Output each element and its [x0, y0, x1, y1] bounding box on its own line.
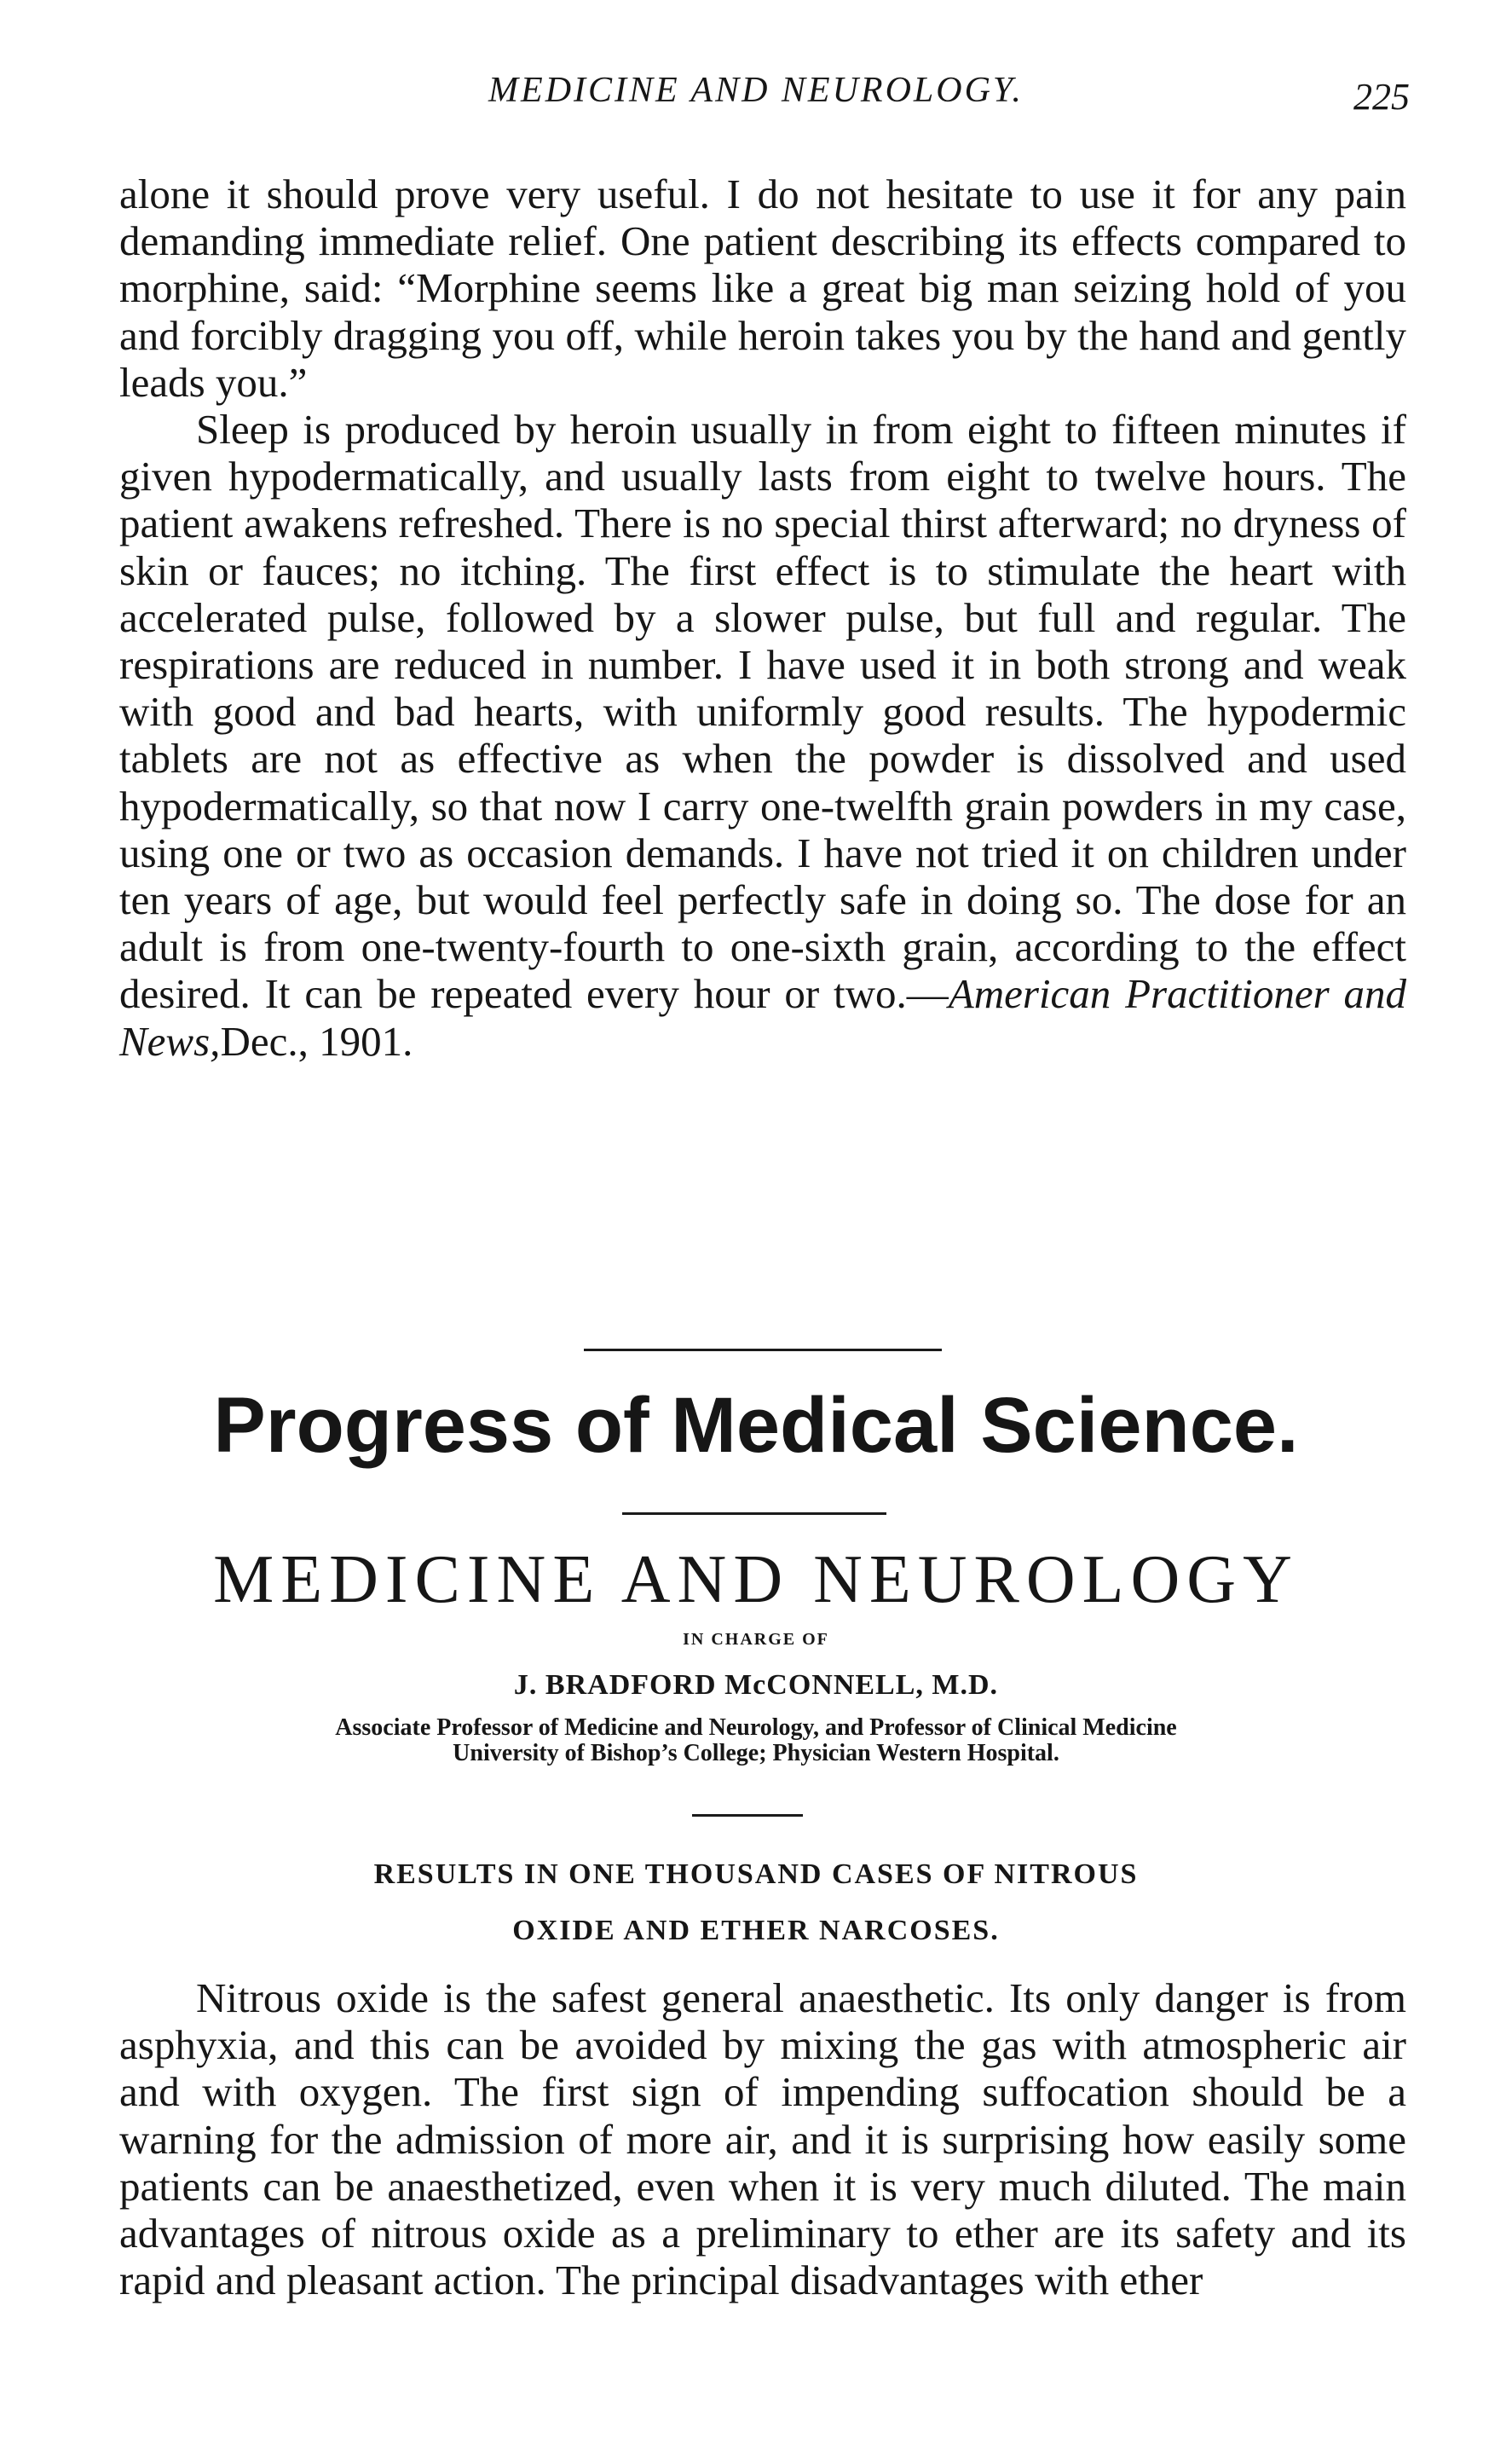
article-body — [119, 1974, 1406, 2303]
page-number: 225 — [1353, 76, 1410, 118]
previous-article-paragraph: alone it should prove very useful. I do not hesitate to use it for any pain demanding immediate relief. One patient describing its effects compared to morphine, said: “Morphine seems like a great big man seizing hold of you and forcibly dragging you off, while heroin takes you by the hand and gently leads you.” — [119, 170, 1406, 406]
article-title — [0, 1846, 1512, 1959]
running-title: MEDICINE AND NEUROLOGY. — [488, 71, 1024, 110]
running-head — [0, 70, 1512, 121]
previous-article-paragraph-text: Sleep is produced by heroin usually in from eight to fifteen minutes if given hypodermatically, and usually lasts from eight to twelve hours. The patient awakens refreshed. There is no special thirst afterward; no dryness of skin or fauces; no itching. The first effect is to stimulate the heart with accelerated pulse, followed by a slower pulse, but full and regular. The respirations are reduced in number. I have used it in both strong and weak with good and bad hearts, with uniformly good results. The hypodermic tablets are not as effective as when the powder is dissolved and used hypodermatically, so that now I carry one-twelfth grain powders in my case, using one or two as occasion demands. I have not tried it on children under ten years of age, but would feel perfectly safe in doing so. The dose for an adult is from one-twenty-fourth to one-sixth grain, according to the effect desired. It can be repeated every hour or two.— — [119, 406, 1406, 1018]
editor-affiliation — [0, 1715, 1512, 1766]
source-citation: American Practitioner and News, — [119, 970, 1406, 1065]
previous-article-continuation — [119, 170, 1406, 1065]
article-title-line: OXIDE AND ETHER NARCOSES. — [512, 1915, 1000, 1946]
previous-article-paragraph — [119, 406, 1406, 1065]
article-title-line: RESULTS IN ONE THOUSAND CASES OF NITROUS — [373, 1858, 1139, 1890]
divider-rule — [622, 1512, 886, 1515]
affiliation-line: University of Bishop’s College; Physician Western Hospital. — [453, 1740, 1059, 1766]
affiliation-line: Associate Professor of Medicine and Neurology, and Professor of Clinical Medicine — [335, 1714, 1177, 1741]
source-date: Dec., 1901. — [220, 1017, 413, 1065]
divider-rule — [584, 1349, 942, 1351]
section-heading: Progress of Medical Science. — [213, 1382, 1299, 1469]
department-title: MEDICINE AND NEUROLOGY — [213, 1542, 1299, 1617]
in-charge-label: IN CHARGE OF — [683, 1630, 829, 1649]
editor-name: J. BRADFORD McCONNELL, M.D. — [513, 1669, 999, 1701]
article-paragraph: Nitrous oxide is the safest general anaesthetic. Its only danger is from asphyxia, and this can be avoided by mixing the gas with atmospheric air and with oxygen. The first sign of impending suffocation should be a warning for the admission of more air, and it is surprising how easily some patients can be anaesthetized, even when it is very much diluted. The main advantages of nitrous oxide as a preliminary to ether are its safety and its rapid and pleasant action. The principal disadvantages with ether — [119, 1974, 1406, 2304]
divider-rule — [692, 1814, 803, 1817]
